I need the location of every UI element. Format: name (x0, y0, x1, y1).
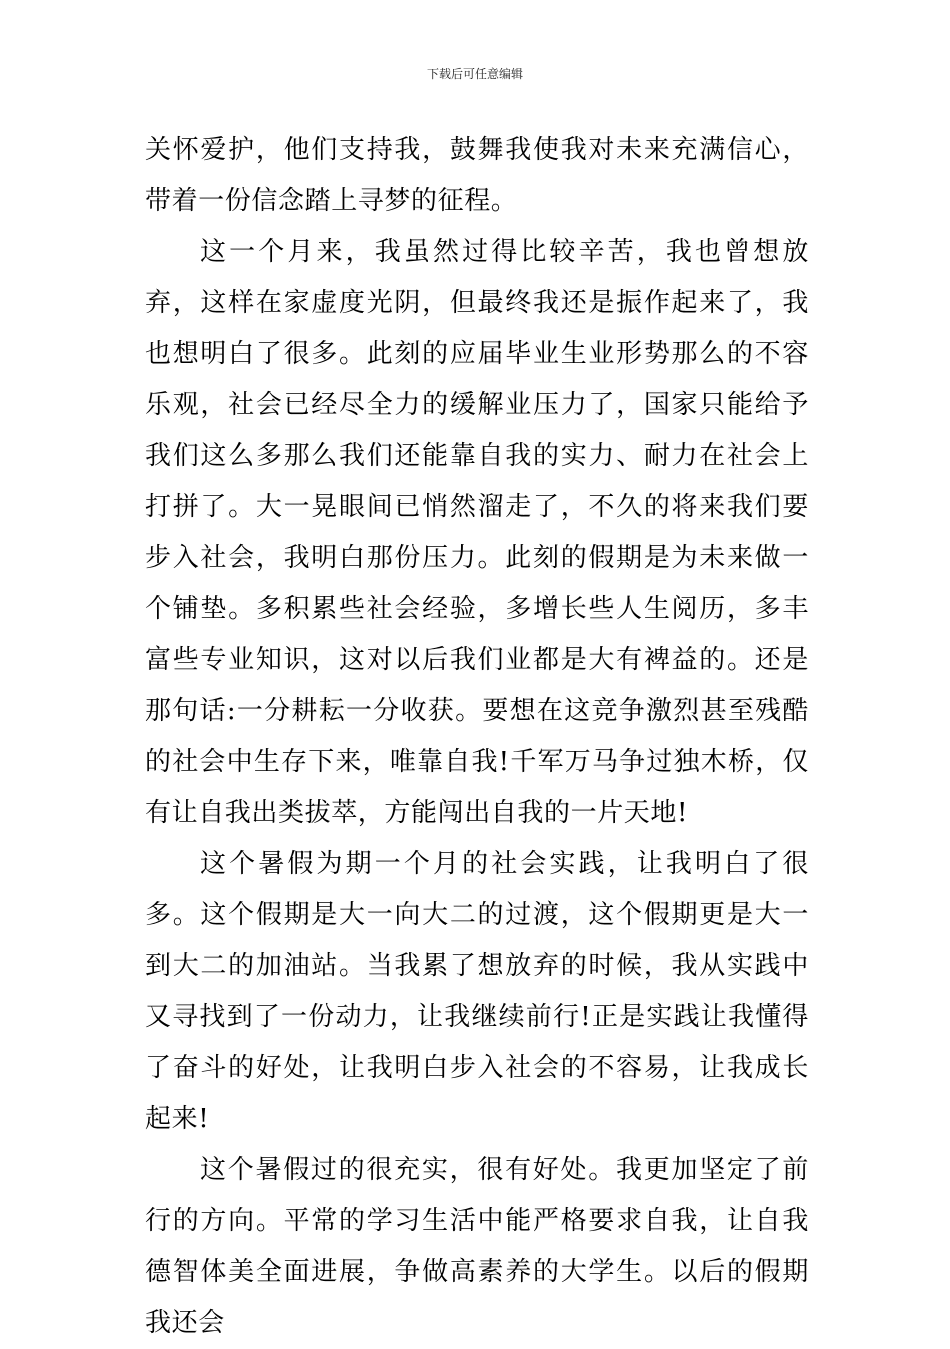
paragraph-1: 关怀爱护，他们支持我，鼓舞我使我对未来充满信心，带着一份信念踏上寻梦的征程。 (145, 135, 809, 216)
page-header: 下载后可任意编辑 (426, 67, 523, 81)
paragraph-3: 这个暑假为期一个月的社会实践，让我明白了很多。这个假期是大一向大二的过渡，这个假期更是大一到大二的加油站。当我累了想放弃的时候，我从实践中又寻找到了一份动力，让我继续前行!正是实践让我懂得了奋斗的好处，让我明白步入社会的不容易，让我成长起来! (145, 849, 809, 1134)
document-body (145, 125, 809, 1349)
paragraph-2: 这一个月来，我虽然过得比较辛苦，我也曾想放弃，这样在家虚度光阴，但最终我还是振作起来了，我也想明白了很多。此刻的应届毕业生业形势那么的不容乐观，社会已经尽全力的缓解业压力了，国家只能给予我们这么多那么我们还能靠自我的实力、耐力在社会上打拼了。大一晃眼间已悄然溜走了，不久的将来我们要步入社会，我明白那份压力。此刻的假期是为未来做一个铺垫。多积累些社会经验，多增长些人生阅历，多丰富些专业知识，这对以后我们业都是大有裨益的。还是那句话:一分耕耘一分收获。要想在这竞争激烈甚至残酷的社会中生存下来，唯靠自我!千军万马争过独木桥，仅有让自我出类拔萃，方能闯出自我的一片天地! (145, 237, 809, 828)
paragraph-4: 这个暑假过的很充实，很有好处。我更加坚定了前行的方向。平常的学习生活中能严格要求自我，让自我德智体美全面进展，争做高素养的大学生。以后的假期我还会 (145, 1155, 809, 1338)
